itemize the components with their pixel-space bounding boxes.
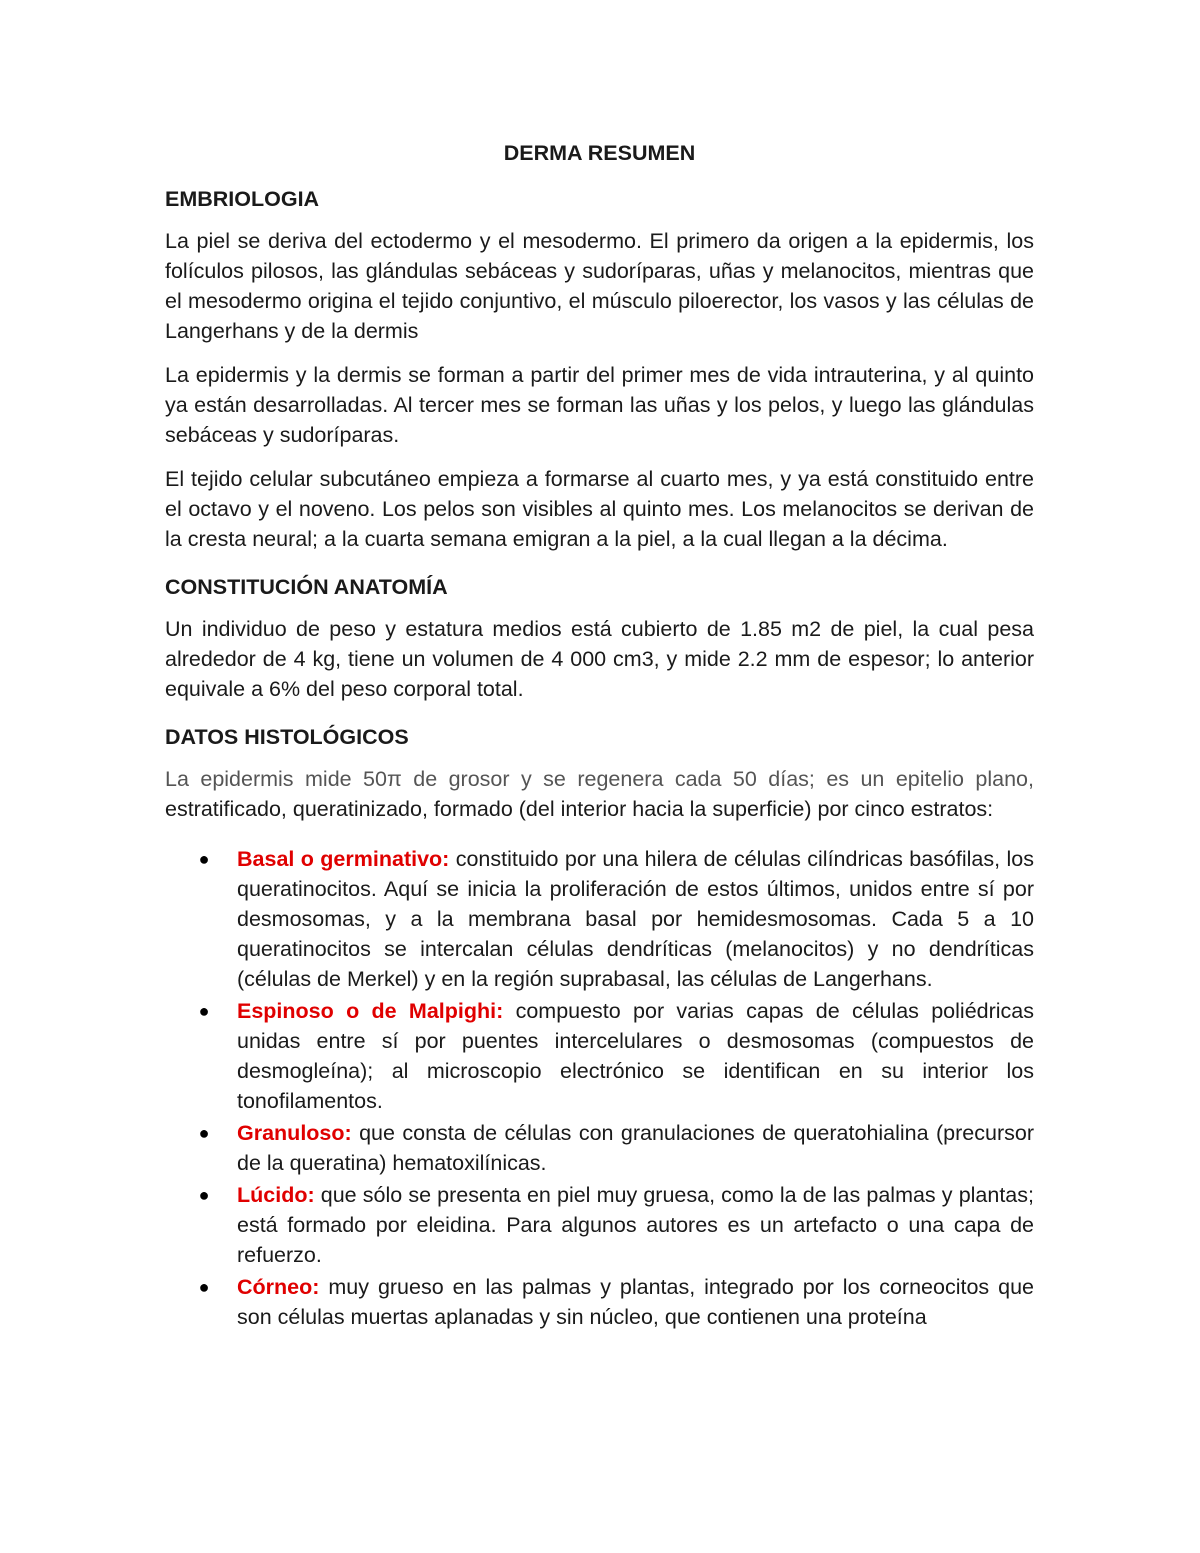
paragraph-embriologia-2: La epidermis y la dermis se forman a partir del primer mes de vida intrauterina, y al quinto ya están desarrolladas. Al tercer mes se forman las uñas y los pelos, y luego las glándulas sebáceas y sudoríparas.	[165, 363, 1034, 447]
bullet-icon: ●	[198, 1185, 210, 1205]
layer-term: Córneo:	[237, 1275, 320, 1299]
paragraph-embriologia-3: El tejido celular subcutáneo empieza a formarse al cuarto mes, y ya está constituido entre el octavo y el noveno. Los pelos son visibles al quinto mes. Los melanocitos se derivan de la cresta neural; a la cuarta semana emigran a la piel, a la cual llegan a la décima.	[165, 467, 1034, 551]
paragraph-embriologia-1: La piel se deriva del ectodermo y el mesodermo. El primero da origen a la epidermis, los folículos pilosos, las glándulas sebáceas y sudoríparas, uñas y melanocitos, mientras que el mesodermo origina el tejido conjuntivo, el músculo piloerector, los vasos y las células de Langerhans y de la dermis	[165, 229, 1034, 343]
paragraph-constitucion-1: Un individuo de peso y estatura medios está cubierto de 1.85 m2 de piel, la cual pesa alrededor de 4 kg, tiene un volumen de 4 000 cm3, y mide 2.2 mm de espesor; lo anterior equivale a 6% del peso corporal total.	[165, 617, 1034, 701]
layer-description: muy grueso en las palmas y plantas, integrado por los corneocitos que son células muertas aplanadas y sin núcleo, que contienen una proteína	[237, 1275, 1034, 1329]
layer-term: Basal o germinativo:	[237, 847, 450, 871]
list-item-lucido	[198, 1180, 1034, 1270]
list-item-granuloso	[198, 1118, 1034, 1178]
document-title: DERMA RESUMEN	[503, 141, 696, 165]
section-heading-constitucion: CONSTITUCIÓN ANATOMÍA	[165, 575, 448, 599]
layer-term: Lúcido:	[237, 1183, 315, 1207]
paragraph-histologicos-intro	[165, 764, 1034, 824]
layer-description: que consta de células con granulaciones de queratohialina (precursor de la queratina) hematoxilínicas.	[237, 1121, 1034, 1175]
intro-lead-text: La epidermis mide 50π de grosor y se regenera cada 50 días; es un epitelio plano,	[165, 767, 1034, 791]
document-page	[165, 138, 1034, 1334]
epidermis-layers-list	[165, 844, 1034, 1332]
bullet-icon: ●	[198, 1277, 210, 1297]
list-item-espinoso	[198, 996, 1035, 1116]
section-heading-embriologia: EMBRIOLOGIA	[165, 187, 320, 211]
bullet-icon: ●	[198, 1123, 210, 1143]
list-item-basal	[198, 844, 1034, 994]
section-heading-histologicos: DATOS HISTOLÓGICOS	[165, 725, 409, 749]
layer-term: Espinoso o de Malpighi:	[237, 999, 504, 1023]
layer-description: que sólo se presenta en piel muy gruesa, como la de las palmas y plantas; está formado por eleidina. Para algunos autores es un artefacto o una capa de refuerzo.	[237, 1183, 1034, 1267]
layer-term: Granuloso:	[237, 1121, 352, 1145]
intro-rest-text: estratificado, queratinizado, formado (del interior hacia la superficie) por cinco estratos:	[165, 797, 994, 821]
list-item-corneo	[198, 1272, 1034, 1332]
layer-description: constituido por una hilera de células cilíndricas basófilas, los queratinocitos. Aquí se inicia la proliferación de estos últimos, unidos entre sí por desmosomas, y a la membrana basal por hemidesmosomas. Cada 5 a 10 queratinocitos se intercalan células dendríticas (melanocitos) y no dendríticas (células de Merkel) y en la región suprabasal, las células de Langerhans.	[237, 847, 1034, 991]
bullet-icon: ●	[198, 849, 210, 869]
bullet-icon: ●	[198, 1001, 210, 1021]
layer-description: compuesto por varias capas de células poliédricas unidas entre sí por puentes intercelulares o desmosomas (compuestos de desmogleína); al microscopio electrónico se identifican en su interior los tonofilamentos.	[237, 999, 1035, 1113]
